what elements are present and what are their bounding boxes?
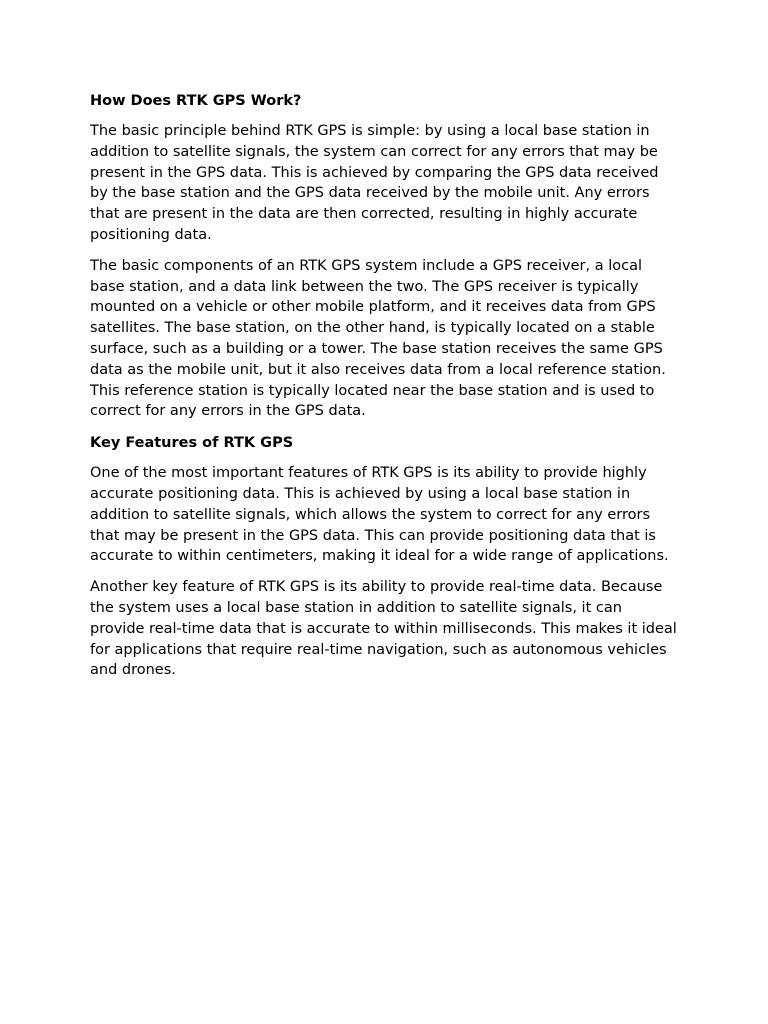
paragraph-basic-principle: The basic principle behind RTK GPS is simple: by using a local base station in addition to satellite signals, the system can correct for any errors that may be present in the GPS data. This is achieved by comparing the GPS data received by the base station and the GPS data received by the mobile unit. Any errors that are present in the data are then corrected, resulting in highly accurate positioning data. [90, 123, 659, 243]
section-heading-how-rtk-works: How Does RTK GPS Work? [90, 93, 302, 109]
paragraph-accurate-positioning: One of the most important features of RTK GPS is its ability to provide highly accurate positioning data. This is achieved by using a local base station in addition to satellite signals, which allows the system to correct for any errors that may be present in the GPS data. This can provide positioning data that is accurate to within centimeters, making it ideal for a wide range of applications. [90, 465, 669, 565]
section-heading-key-features: Key Features of RTK GPS [90, 435, 294, 452]
document-page [90, 90, 680, 691]
paragraph-real-time-data: Another key feature of RTK GPS is its ability to provide real-time data. Because the system uses a local base station in addition to satellite signals, it can provide real-time data that is accurate to within milliseconds. This makes it ideal for applications that require real-time navigation, such as autonomous vehicles and drones. [90, 579, 677, 679]
paragraph-basic-components: The basic components of an RTK GPS system include a GPS receiver, a local base station, and a data link between the two. The GPS receiver is typically mounted on a vehicle or other mobile platform, and it receives data from GPS satellites. The base station, on the other hand, is typically located on a stable surface, such as a building or a tower. The base station receives the same GPS data as the mobile unit, but it also receives data from a local reference station. This reference station is typically located near the base station and is used to correct for any errors in the GPS data. [90, 257, 666, 420]
